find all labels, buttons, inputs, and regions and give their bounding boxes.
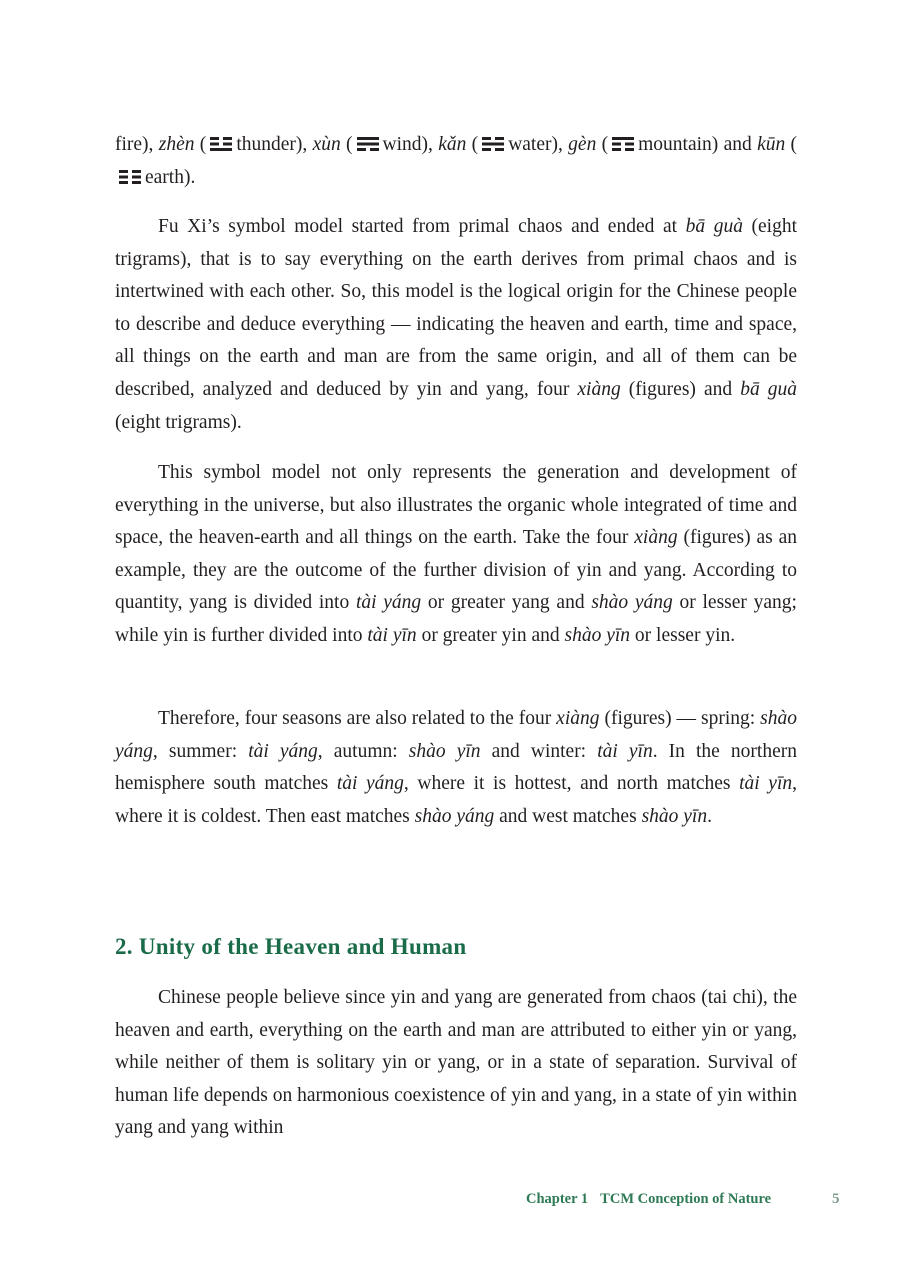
paragraph-unity [115,982,797,1145]
continuation-paragraph: fire), zhèn ( thunder), xùn ( wind), kǎn ( water), gèn ( mountain) and kūn ( earth). [115,134,798,188]
running-footer [526,1191,771,1208]
pinyin-term: zhèn [158,134,195,155]
paragraph: Therefore, four seasons are also related to the four xiàng (figures) — spring: shào yáng, summer: tài yáng, autumn: shào yīn and winter: tài yīn. In the northern hemisphere south matches tài yáng, where it is hottest, and north matches tài yīn, where it is coldest. Then east matches shào yáng and west matches shào yīn. [115,708,798,827]
pinyin-term: shào yīn [641,805,708,827]
paragraph: This symbol model not only represents the generation and development of everything in the universe, but also illustrates the organic whole integrated of time and space, the heaven-earth and all things on the earth. Take the four xiàng (figures) as an example, they are the outcome of the further division of yin and yang. According to quantity, yang is divided into tài yáng or greater yang and shào yáng or lesser yang; while yin is further divided into tài yīn or greater yin and shào yīn or lesser yin. [115,462,797,646]
pinyin-term: tài yīn [739,773,793,795]
pinyin-term: tài yīn [597,740,653,762]
paragraph: Fu Xi’s symbol model started from primal chaos and ended at bā guà (eight trigrams), that is to say everything on the earth derives from primal chaos and is intertwined with each other. So, this model is the logical origin for the Chinese people to describe and deduce everything — indicating the heaven and earth, time and space, all things on the earth and man are from the same origin, and all of them can be described, analyzed and deduced by yin and yang, four xiàng (figures) and bā guà (eight trigrams). [115,216,798,433]
paragraph-fu-xi [115,211,797,439]
pinyin-term: bā guà [685,216,743,237]
pinyin-term: shào yīn [564,624,631,646]
pinyin-term: tài yīn [367,624,417,646]
pinyin-term: tài yáng [336,773,404,795]
section-heading: 2. Unity of the Heaven and Human [115,934,467,959]
trigram-kan-icon [482,136,504,152]
paragraph-symbol-model [115,457,797,653]
pinyin-term: shào yáng [414,805,495,827]
trigram-gen-icon [612,136,634,152]
pinyin-term: xiàng [634,527,678,549]
pinyin-term: shào yīn [408,740,481,762]
pinyin-term: xiàng [577,378,621,400]
paragraph-four-seasons [115,703,797,833]
pinyin-term: kǎn [438,134,467,155]
pinyin-term: kūn [757,134,786,155]
pinyin-term: tài yáng [355,592,422,614]
pinyin-term: shào yáng [115,708,797,762]
pinyin-term: bā guà [740,378,798,400]
chapter-label: Chapter 1 [526,1191,589,1207]
pinyin-term: xiàng [556,708,600,729]
trigram-zhen-icon [210,136,232,152]
chapter-title: TCM Conception of Nature [600,1191,772,1207]
trigram-xun-icon [357,136,379,152]
pinyin-term: tài yáng [248,740,318,762]
page-number: 5 [832,1191,840,1207]
pinyin-term: shào yáng [591,592,673,614]
pinyin-term: gèn [568,134,597,155]
trigram-kun-icon [119,169,141,185]
paragraph: Chinese people believe since yin and yang are generated from chaos (tai chi), the heaven and earth, everything on the earth and man are attributed to either yin or yang, while neither of them is solitary yin or yang, or in a state of separation. Survival of human life depends on harmonious coexistence of yin and yang, in a state of yin within yang and yang within [115,987,797,1139]
pinyin-term: xùn [312,134,341,155]
body-text-top [115,129,797,194]
